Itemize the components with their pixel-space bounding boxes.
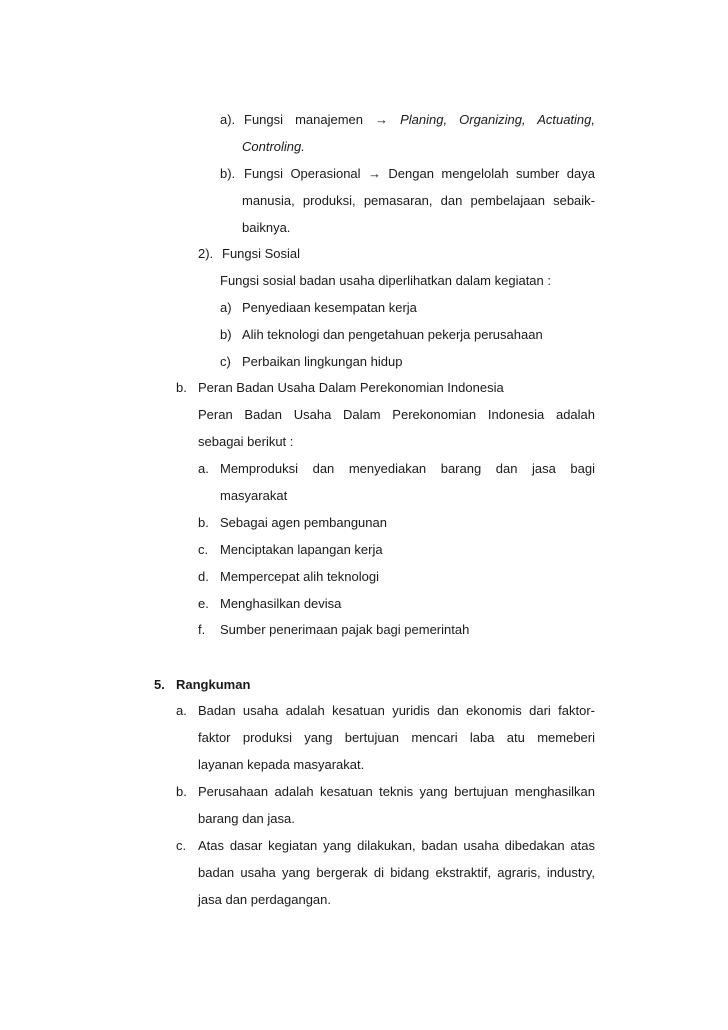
list-marker: f.	[198, 622, 206, 637]
fungsi-sosial-title: Fungsi Sosial	[222, 246, 301, 261]
list-marker: a.	[176, 703, 187, 718]
list-item: Perusahaan adalah kesatuan teknis yang bertujuan menghasilkan	[198, 784, 595, 799]
list-marker: b.	[198, 515, 209, 530]
peran-intro-line-1: Peran Badan Usaha Dalam Perekonomian Indonesia adalah	[198, 407, 595, 422]
fungsi-operasional-line-1: Fungsi Operasional → Dengan mengelolah sumber daya	[244, 166, 595, 181]
fungsi-manajemen-line	[244, 110, 595, 130]
list-item: Penyediaan kesempatan kerja	[242, 300, 417, 315]
list-marker: 2).	[198, 246, 214, 261]
list-marker: a.	[198, 461, 209, 476]
list-marker: c)	[220, 354, 231, 369]
fungsi-operasional-line-2: manusia, produksi, pemasaran, dan pembelajaan sebaik-	[242, 193, 595, 208]
list-marker: a)	[220, 300, 232, 315]
list-marker: b.	[176, 784, 187, 799]
fungsi-manajemen-label: Fungsi manajemen →	[244, 112, 401, 127]
list-marker: a).	[220, 112, 236, 127]
list-item: Sebagai agen pembangunan	[220, 515, 387, 530]
list-marker: b.	[176, 380, 187, 395]
list-item-continuation: badan usaha yang bergerak di bidang ekstraktif, agraris, industry,	[198, 865, 595, 880]
list-item: Mempercepat alih teknologi	[220, 569, 379, 584]
list-marker: e.	[198, 596, 209, 611]
list-item: Atas dasar kegiatan yang dilakukan, badan usaha dibedakan atas	[198, 838, 595, 853]
list-marker: d.	[198, 569, 209, 584]
section-title: Rangkuman	[176, 677, 251, 692]
peran-title: Peran Badan Usaha Dalam Perekonomian Indonesia	[198, 380, 504, 395]
list-item-continuation: layanan kepada masyarakat.	[198, 757, 365, 772]
fungsi-manajemen-items: Planing, Organizing, Actuating,	[400, 112, 595, 127]
list-item-continuation: masyarakat	[220, 488, 288, 503]
fungsi-sosial-intro: Fungsi sosial badan usaha diperlihatkan dalam kegiatan :	[220, 273, 551, 288]
list-item: Sumber penerimaan pajak bagi pemerintah	[220, 622, 470, 637]
list-item: Menciptakan lapangan kerja	[220, 542, 383, 557]
list-item-continuation: jasa dan perdagangan.	[198, 892, 332, 907]
list-item: Badan usaha adalah kesatuan yuridis dan ekonomis dari faktor-	[198, 703, 595, 718]
list-marker: c.	[176, 838, 187, 853]
list-item: Memproduksi dan menyediakan barang dan jasa bagi	[220, 461, 595, 476]
list-item-continuation: faktor produksi yang bertujuan mencari laba atu memeberi	[198, 730, 595, 745]
peran-intro-line-2: sebagai berikut :	[198, 434, 294, 449]
list-marker: c.	[198, 542, 209, 557]
section-number: 5.	[154, 677, 165, 692]
list-marker: b).	[220, 166, 236, 181]
list-item-continuation: barang dan jasa.	[198, 811, 295, 826]
fungsi-operasional-line-3: baiknya.	[242, 220, 291, 235]
list-marker: b)	[220, 327, 232, 342]
list-item: Menghasilkan devisa	[220, 596, 342, 611]
list-item: Alih teknologi dan pengetahuan pekerja perusahaan	[242, 327, 543, 342]
fungsi-manajemen-continuation: Controling.	[242, 139, 305, 154]
list-item: Perbaikan lingkungan hidup	[242, 354, 403, 369]
